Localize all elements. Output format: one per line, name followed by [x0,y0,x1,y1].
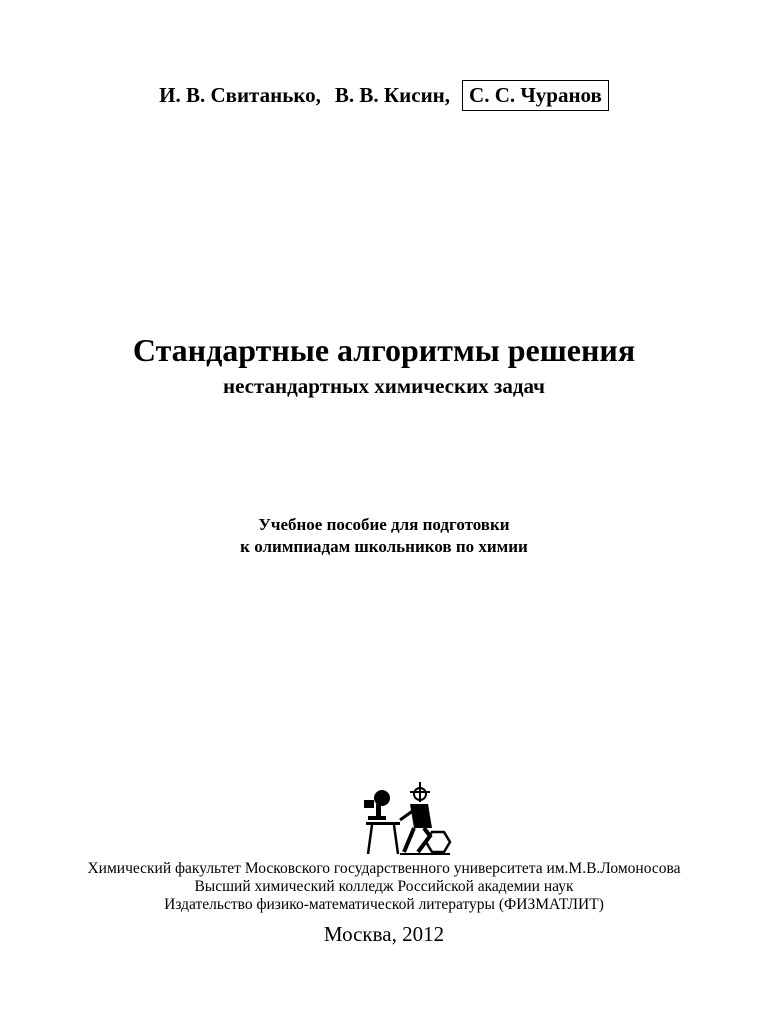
author-churanov-boxed: С. С. Чуранов [462,80,609,111]
city-year: Москва, 2012 [323,922,445,946]
authors-line [0,80,768,110]
publisher-line-2: Высший химический колледж Российской академии наук [194,878,574,895]
chemist-scientist-logo-icon [358,780,454,858]
publisher-line-1: Химический факультет Московского государственного университета им.М.В.Ломоносова [87,860,681,877]
purpose-line-1: Учебное пособие для подготовки [258,515,510,534]
publisher-line-3: Издательство физико-математической литературы (ФИЗМАТЛИТ) [164,896,604,913]
author-svitanko: И. В. Свитанько, [159,82,321,107]
book-purpose [0,514,768,558]
book-title: Стандартные алгоритмы решения [132,332,636,368]
book-subtitle: нестандартных химических задач [222,374,545,398]
publishers-block [0,860,768,914]
purpose-line-2: к олимпиадам школьников по химии [240,537,528,556]
author-kisin: В. В. Кисин, [334,82,451,107]
